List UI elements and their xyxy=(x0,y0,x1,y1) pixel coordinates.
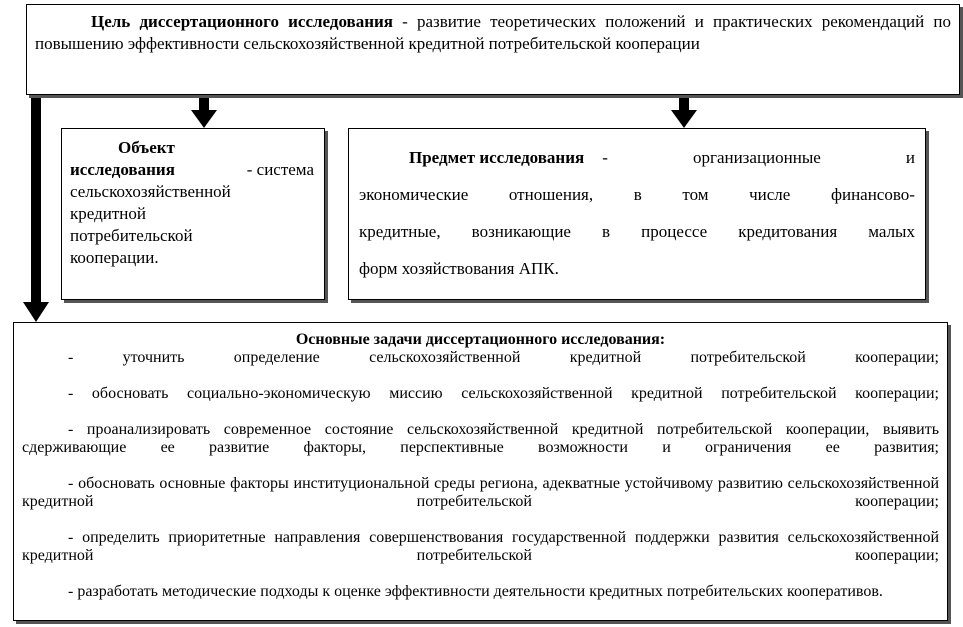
subject-line4: форм хозяйствования АПК. xyxy=(359,259,559,278)
object-text-line3: сельскохозяйственной xyxy=(70,182,231,201)
subject-text-line1: - организационные и xyxy=(602,148,915,167)
tasks-title: Основные задачи диссертационного исследования: xyxy=(295,331,666,348)
arrow-to-tasks-icon xyxy=(23,96,49,322)
goal-text: - развитие теоретических положений и практических рекомендаций по повышению эффективности сельскохозяйственной кредитной потребительской кооперации xyxy=(35,12,951,53)
subject-label: Предмет исследования xyxy=(409,148,585,167)
subject-line2: экономические отношения, в том числе финансово- xyxy=(359,185,915,204)
task-item: - разработать методические подходы к оценке эффективности деятельности кредитных потребительских кооперативов. xyxy=(68,583,883,600)
object-line2 xyxy=(70,159,314,181)
arrow-to-subject-icon xyxy=(671,96,697,128)
object-box xyxy=(61,128,325,300)
object-text-line2: - система xyxy=(246,160,314,179)
goal-box xyxy=(26,4,960,95)
task-item: - проанализировать современное состояние сельскохозяйственной кредитной потребительской кооперации, выявить сдерживающие ее развитие факторы, перспективные возможности и ограничения ее развития; xyxy=(22,421,939,456)
subject-box xyxy=(348,128,926,300)
subject-line3: кредитные, возникающие в процессе кредитования малых xyxy=(359,222,915,241)
arrow-to-object-icon xyxy=(191,96,217,128)
goal-label: Цель диссертационного исследования xyxy=(91,12,394,31)
object-text-line6: кооперации. xyxy=(70,248,159,267)
task-item: - уточнить определение сельскохозяйственной кредитной потребительской кооперации; xyxy=(68,349,939,366)
object-label-line2: исследования xyxy=(70,160,175,179)
object-label-line1: Объект xyxy=(118,138,175,157)
subject-line1 xyxy=(359,139,915,176)
task-item: - обосновать социально-экономическую миссию сельскохозяйственной кредитной потребительской кооперации; xyxy=(68,385,939,402)
object-text-line5: потребительской xyxy=(70,226,193,245)
goal-paragraph xyxy=(35,11,951,55)
task-item: - обосновать основные факторы институциональной среды региона, адекватные устойчивому развитию сельскохозяйственной кредитной потребительской кооперации; xyxy=(22,475,939,510)
tasks-box xyxy=(13,322,948,621)
object-text-line4: кредитной xyxy=(70,204,146,223)
task-item: - определить приоритетные направления совершенствования государственной поддержки развития сельскохозяйственной кредитной потребительской кооперации; xyxy=(22,529,939,564)
